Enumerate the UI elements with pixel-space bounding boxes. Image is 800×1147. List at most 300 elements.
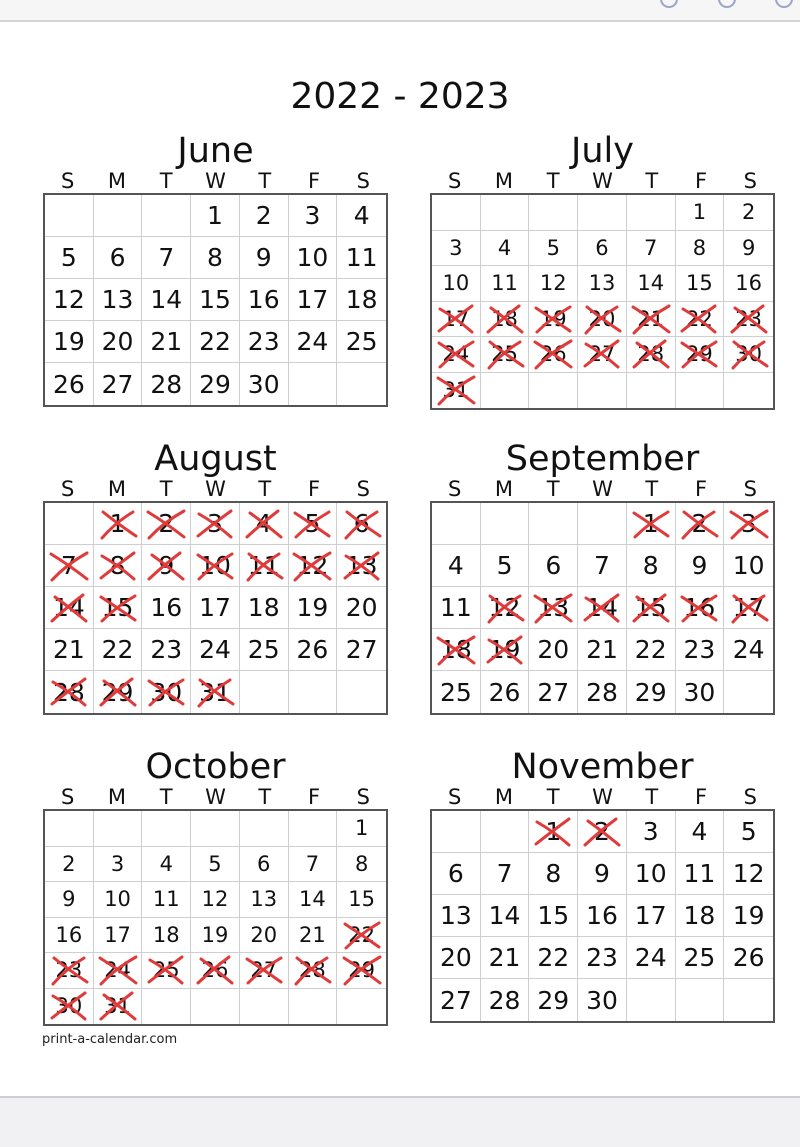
day-cell [529,937,578,979]
weekday-label: M [107,785,126,809]
weekday-label: T [159,477,173,501]
day-cell [627,853,676,895]
day-cell [289,279,338,321]
day-cell [337,237,386,279]
day-cell [289,321,338,363]
empty-day-cell [676,979,725,1021]
day-cell [432,587,481,629]
day-number: 26 [296,635,329,664]
day-number: 18 [247,593,280,622]
day-number: 6 [257,851,271,876]
day-cell [94,587,143,629]
day-number: 26 [52,369,85,399]
day-number: 3 [110,851,125,876]
empty-day-cell [289,989,338,1025]
day-cell [724,302,773,338]
day-number: 18 [683,901,716,930]
day-cell [337,811,386,847]
cross-out-mark [677,591,721,625]
day-number: 25 [683,943,716,972]
day-cell [240,363,289,405]
empty-day-cell [481,811,530,853]
cross-out-mark [629,591,673,625]
weekday-label: S [447,169,462,193]
day-number: 11 [683,859,716,888]
day-cell [289,629,338,671]
day-number: 17 [104,922,131,947]
cross-out-mark [47,591,91,625]
day-cell [191,545,240,587]
day-number: 9 [62,887,76,912]
browser-top-bar [0,0,800,22]
day-cell [529,545,578,587]
day-number: 7 [158,243,175,272]
month-grid [43,193,388,407]
cross-out-mark [193,549,237,583]
day-number: 16 [247,285,280,314]
day-cell [191,195,240,237]
day-cell [94,882,143,918]
day-number: 28 [299,958,326,983]
day-cell [45,882,94,918]
empty-day-cell [94,811,143,847]
month-name: July [571,131,634,171]
day-number: 20 [588,306,616,331]
weekday-label: W [592,169,613,193]
day-cell [45,587,94,629]
day-cell [676,302,725,338]
day-cell [676,231,725,267]
day-cell [481,231,530,267]
day-cell [191,671,240,713]
day-cell [337,587,386,629]
weekday-label: M [494,169,513,193]
day-number: 11 [152,887,180,912]
day-number: 15 [101,593,134,622]
info-icon[interactable] [718,0,736,8]
day-number: 29 [686,342,713,367]
empty-day-cell [724,979,773,1021]
day-number: 8 [207,243,223,272]
weekday-header-row [430,479,775,499]
day-cell [240,587,289,629]
day-number: 4 [691,817,708,846]
cross-out-mark [434,337,478,371]
day-cell [191,237,240,279]
day-number: 10 [732,551,765,580]
day-cell [191,953,240,989]
day-number: 12 [732,859,765,888]
day-number: 26 [732,943,765,972]
weekday-label: S [743,169,757,193]
day-cell [529,266,578,302]
day-number: 11 [439,593,472,622]
empty-day-cell [240,989,289,1025]
day-cell [337,279,386,321]
weekday-label: T [159,169,173,193]
cross-out-mark [629,507,673,541]
month-name: November [511,747,694,787]
day-cell [529,337,578,373]
day-cell [45,847,94,883]
cross-out-mark [47,953,91,987]
month-grid [430,501,775,715]
day-cell [337,953,386,989]
weekday-label: W [592,785,613,809]
day-number: 29 [199,369,231,399]
day-number: 17 [199,593,231,622]
day-number: 20 [250,922,278,947]
day-number: 9 [594,859,610,888]
day-cell [676,545,725,587]
day-cell [676,266,725,302]
day-number: 25 [345,327,378,356]
day-cell [142,587,191,629]
day-cell [191,321,240,363]
day-cell [337,918,386,954]
day-cell [676,503,725,545]
day-cell [529,302,578,338]
weekday-label: S [356,785,370,809]
day-cell [240,545,289,587]
empty-day-cell [627,195,676,231]
day-cell [94,279,143,321]
empty-day-cell [191,989,240,1025]
calendar-title: 2022 - 2023 [290,76,510,117]
day-cell [432,895,481,937]
day-cell [529,629,578,671]
day-cell [627,231,676,267]
day-cell [94,989,143,1025]
day-number: 21 [299,922,326,947]
empty-day-cell [337,989,386,1025]
day-number: 30 [247,369,280,399]
day-cell [724,266,773,302]
day-cell [627,302,676,338]
day-cell [142,279,191,321]
weekday-label: S [60,169,75,193]
cross-out-mark [727,591,771,625]
day-number: 18 [345,285,378,314]
day-number: 16 [586,901,618,930]
day-number: 21 [586,635,618,664]
cross-out-mark [531,302,575,336]
day-cell [481,895,530,937]
cross-out-mark [96,675,140,709]
cross-out-mark [531,337,575,371]
weekday-label: T [645,169,659,193]
day-cell [578,671,627,713]
day-number: 19 [732,901,765,930]
day-cell [578,895,627,937]
day-number: 16 [735,271,762,296]
day-cell [432,337,481,373]
day-number: 7 [644,235,658,260]
day-cell [94,629,143,671]
day-number: 3 [642,817,659,846]
cross-out-mark [96,507,140,541]
day-number: 19 [488,635,521,664]
weekday-label: M [107,477,126,501]
day-number: 23 [247,327,280,356]
cross-out-mark [290,953,334,987]
day-number: 24 [296,327,329,356]
day-number: 24 [442,342,470,367]
day-number: 1 [692,200,707,225]
day-number: 9 [741,235,756,260]
cross-out-mark [144,507,188,541]
day-cell [481,337,530,373]
cross-out-mark [580,302,624,336]
day-number: 17 [634,901,667,930]
search-icon[interactable] [660,0,678,8]
day-cell [337,503,386,545]
weekday-label: S [60,785,75,809]
day-cell [432,853,481,895]
day-number: 8 [545,859,562,888]
empty-day-cell [142,195,191,237]
day-number: 3 [449,235,463,260]
day-number: 25 [152,958,180,983]
day-number: 27 [101,369,134,399]
day-cell [191,629,240,671]
day-number: 24 [732,635,765,664]
day-cell [337,321,386,363]
day-number: 2 [62,851,76,876]
empty-day-cell [240,671,289,713]
empty-day-cell [578,195,627,231]
day-number: 16 [683,593,716,622]
day-cell [142,953,191,989]
day-number: 30 [55,994,83,1019]
day-number: 23 [586,943,618,972]
day-cell [724,853,773,895]
day-cell [627,266,676,302]
day-cell [45,545,94,587]
day-cell [627,545,676,587]
day-number: 21 [637,306,665,331]
weekday-label: W [205,477,226,501]
day-number: 25 [491,342,518,367]
day-number: 5 [740,817,757,846]
day-cell [240,279,289,321]
day-number: 30 [150,677,183,707]
empty-day-cell [432,195,481,231]
day-cell [724,811,773,853]
empty-day-cell [578,503,627,545]
day-number: 18 [152,922,180,947]
month-name: October [145,747,286,787]
weekday-label: T [546,785,560,809]
day-number: 13 [101,285,134,314]
day-cell [45,671,94,713]
cross-out-mark [727,337,771,371]
day-cell [724,937,773,979]
day-cell [142,363,191,405]
day-cell [432,373,481,409]
day-cell [627,337,676,373]
day-number: 29 [101,677,134,707]
day-cell [337,629,386,671]
day-number: 17 [296,285,329,314]
cross-out-mark [144,675,188,709]
day-number: 8 [692,235,707,260]
day-cell [676,337,725,373]
weekday-label: F [695,785,708,809]
cross-out-mark [340,953,384,987]
empty-day-cell [142,989,191,1025]
day-cell [94,918,143,954]
day-cell [578,811,627,853]
day-cell [676,895,725,937]
day-cell [45,237,94,279]
day-number: 8 [642,551,659,580]
cross-out-mark [193,507,237,541]
day-number: 29 [634,677,667,707]
day-cell [724,195,773,231]
day-number: 6 [545,551,562,580]
day-cell [142,671,191,713]
weekday-label: W [205,785,226,809]
day-cell [142,321,191,363]
empty-day-cell [481,503,530,545]
day-cell [337,882,386,918]
day-number: 4 [353,201,370,230]
day-cell [578,266,627,302]
day-cell [627,629,676,671]
day-cell [142,503,191,545]
day-number: 4 [255,509,272,538]
cross-out-mark [483,302,527,336]
day-number: 15 [634,593,667,622]
day-number: 25 [247,635,280,664]
cross-out-mark [580,815,624,849]
day-cell [627,503,676,545]
day-number: 16 [150,593,183,622]
month-name: August [154,439,277,479]
day-cell [45,363,94,405]
day-number: 14 [150,285,183,314]
weekday-header-row [430,787,775,807]
day-number: 23 [150,635,183,664]
cross-out-mark [47,989,91,1023]
weekday-label: F [695,477,708,501]
cross-out-mark [47,549,91,583]
day-number: 22 [634,635,667,664]
day-number: 30 [683,677,716,707]
cross-out-mark [193,675,237,709]
day-number: 14 [299,887,326,912]
empty-day-cell [337,671,386,713]
day-number: 11 [247,551,280,580]
day-number: 26 [488,677,521,707]
month-grid [43,809,388,1026]
weekday-label: T [645,785,659,809]
day-number: 28 [150,369,183,399]
day-cell [529,895,578,937]
day-cell [337,545,386,587]
day-cell [578,302,627,338]
day-number: 8 [354,851,369,876]
day-number: 21 [150,327,183,356]
day-number: 28 [52,677,85,707]
day-cell [481,266,530,302]
day-cell [289,237,338,279]
weekday-label: S [60,477,75,501]
day-number: 2 [255,201,272,230]
day-cell [289,195,338,237]
cross-out-mark [531,591,575,625]
day-number: 29 [348,958,375,983]
day-cell [676,629,725,671]
day-number: 23 [683,635,716,664]
empty-day-cell [289,811,338,847]
weekday-label: T [258,785,272,809]
day-cell [676,811,725,853]
day-number: 6 [109,243,126,272]
day-cell [481,629,530,671]
day-cell [432,979,481,1021]
day-number: 31 [104,994,131,1019]
day-cell [142,237,191,279]
day-number: 29 [537,985,570,1015]
cross-out-mark [531,815,575,849]
day-number: 12 [201,887,229,912]
month-grid [43,501,388,715]
menu-icon[interactable] [775,0,793,8]
day-cell [45,953,94,989]
day-cell [142,918,191,954]
day-number: 5 [496,551,513,580]
day-cell [240,882,289,918]
day-cell [578,979,627,1021]
day-cell [724,231,773,267]
day-number: 14 [586,593,618,622]
empty-day-cell [578,373,627,409]
month-name: September [505,439,700,479]
cross-out-mark [580,337,624,371]
day-number: 11 [491,271,518,296]
day-number: 28 [637,342,665,367]
weekday-label: T [546,477,560,501]
day-number: 26 [201,958,229,983]
day-cell [529,979,578,1021]
day-cell [627,937,676,979]
day-number: 19 [201,922,229,947]
cross-out-mark [144,549,188,583]
cross-out-mark [629,302,673,336]
day-cell [529,811,578,853]
day-number: 10 [634,859,667,888]
day-number: 22 [101,635,134,664]
day-cell [627,587,676,629]
empty-day-cell [191,811,240,847]
day-cell [481,671,530,713]
day-cell [94,671,143,713]
day-cell [724,895,773,937]
day-cell [240,237,289,279]
day-cell [45,629,94,671]
day-number: 5 [208,851,222,876]
weekday-header-row [43,479,388,499]
day-number: 7 [594,551,610,580]
day-number: 23 [55,958,83,983]
day-number: 1 [109,509,126,538]
empty-day-cell [724,671,773,713]
weekday-label: S [447,785,462,809]
cross-out-mark [677,302,721,336]
cross-out-mark [96,953,140,987]
